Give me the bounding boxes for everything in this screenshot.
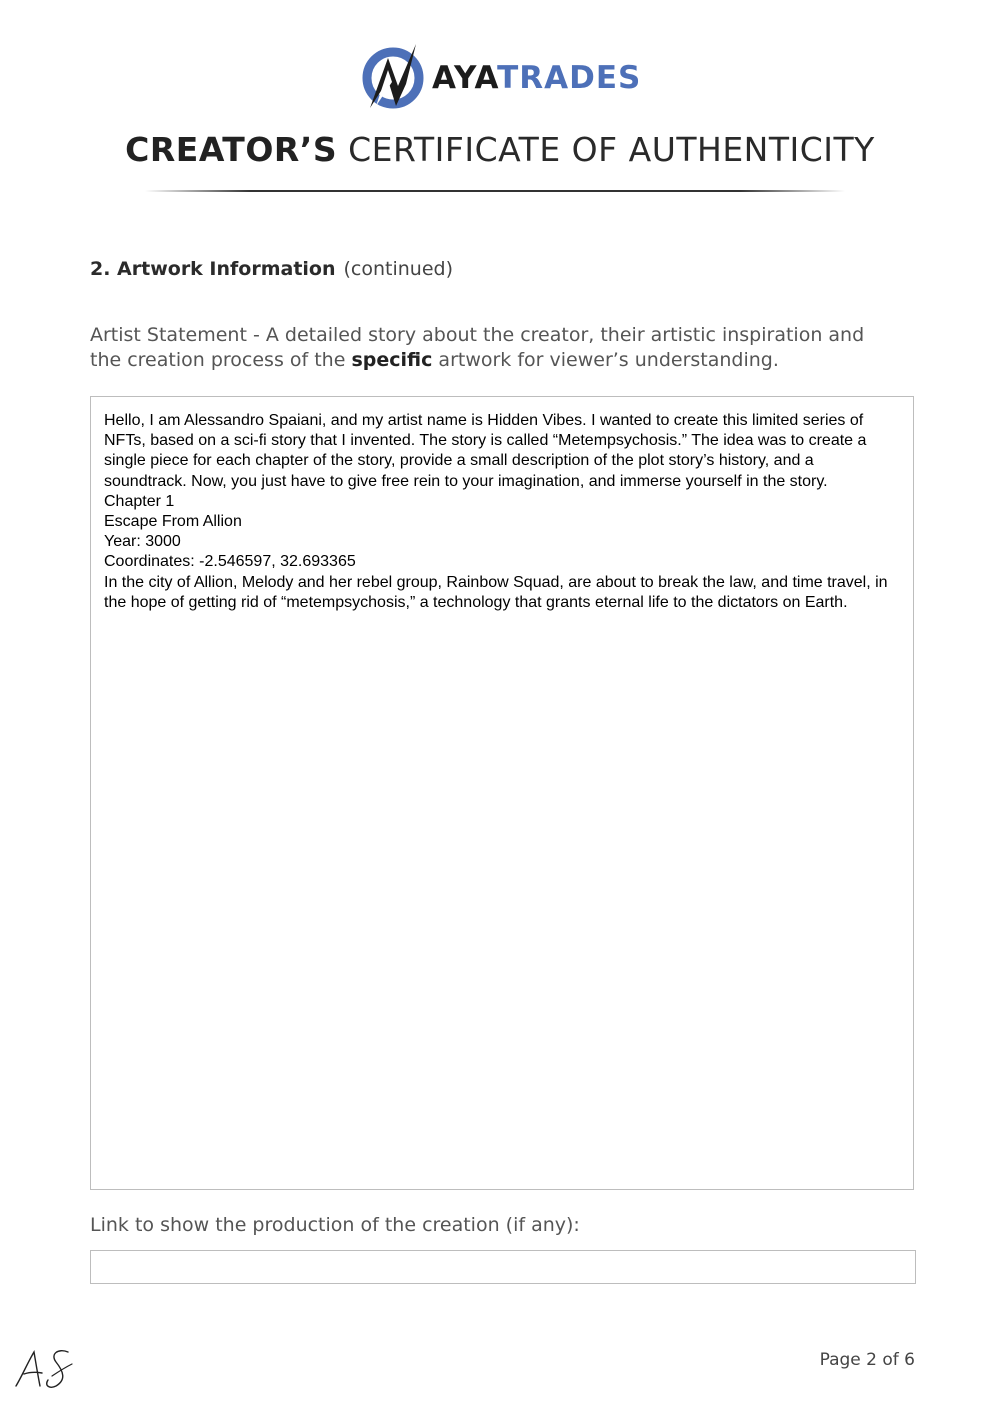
brand-name-part1: AYA [432, 60, 498, 96]
section-heading-title: 2. Artwork Information [90, 258, 336, 280]
brand-name [432, 60, 641, 96]
artist-statement-text: Hello, I am Alessandro Spaiani, and my artist name is Hidden Vibes. I wanted to create this limited series of NFTs, based on a sci-fi story that I invented. The story is called “Metempsychosis.” The idea was to create a single piece for each chapter of the story, provide a small description of the plot story’s history, and a soundtrack. Now, you just have to give free rein to your imagination, and immerse yourself in the story. Chapter 1 Escape From Allion Year: 3000 Coordinates: -2.546597, 32.693365 In the city of Allion, Melody and her rebel group, Rainbow Squad, are about to break the law, and time travel, in the hope of getting rid of “metempsychosis,” a technology that grants eternal life to the dictators on Earth. [104, 412, 888, 611]
ayatrades-logo-icon [362, 40, 424, 116]
certificate-title [0, 130, 1000, 169]
artist-statement-field[interactable] [90, 396, 914, 1190]
brand-name-part2: TRADES [497, 60, 642, 96]
prompt-emphasis: specific [351, 349, 433, 371]
prompt-text-after: artwork for viewer’s understanding. [432, 349, 779, 371]
certificate-title-rest: CERTIFICATE OF AUTHENTICITY [348, 130, 875, 169]
production-link-label: Link to show the production of the creation (if any): [90, 1214, 580, 1236]
prompt-text-before: Artist Statement - A detailed story about the creator, their artistic inspiration and the creation process of the [90, 324, 865, 371]
header-divider [145, 190, 845, 192]
artist-statement-prompt [90, 323, 890, 373]
production-link-field[interactable] [90, 1250, 916, 1284]
page-number: Page 2 of 6 [819, 1350, 915, 1370]
ayatrades-logo [362, 40, 641, 116]
signature [12, 1346, 76, 1392]
section-heading [90, 258, 453, 280]
certificate-title-bold: CREATOR’S [125, 130, 338, 169]
section-heading-suffix: (continued) [343, 258, 454, 280]
